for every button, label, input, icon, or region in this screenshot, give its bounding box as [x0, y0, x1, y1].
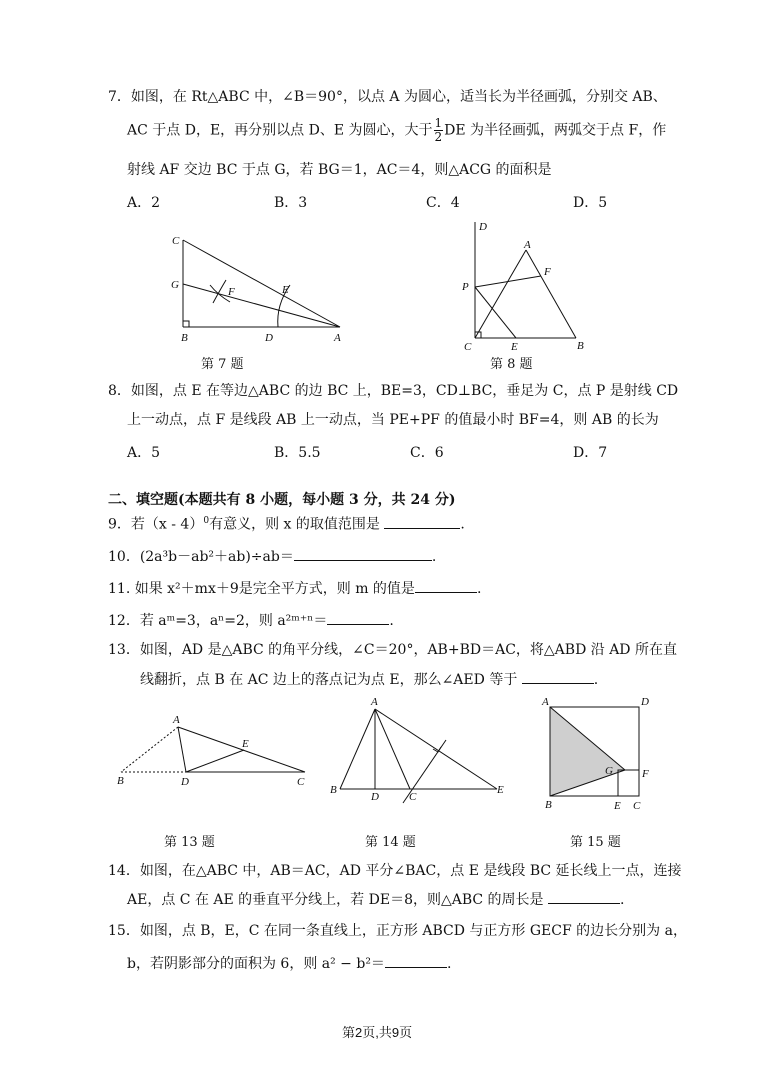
- q11-text: 11. 如果 x²＋mx＋9是完全平方式，则 m 的值是: [108, 581, 415, 597]
- q8-line1: 8．如图，点 E 在等边△ABC 的边 BC 上，BE=3，CD⊥BC，垂足为 C，点 P 是射线 CD: [108, 383, 679, 399]
- q13-label-a: A: [173, 714, 180, 726]
- q15-label-g: G: [605, 765, 613, 777]
- q13-label-e: E: [242, 738, 249, 750]
- q8-option-c: C．6: [410, 445, 444, 461]
- page-number: 第2页,共9页: [342, 1025, 413, 1040]
- section-heading: 二、填空题(本题共有 8 小题，每小题 3 分，共 24 分): [108, 492, 456, 508]
- q9-exponent: 0: [203, 516, 210, 526]
- q15-caption: 第 15 题: [570, 835, 621, 850]
- q15-label-e: E: [614, 800, 621, 812]
- q8-label-a: A: [524, 239, 531, 251]
- q7-frac-den: 2: [434, 130, 443, 144]
- q9-pre: 9．若（x - 4）: [108, 516, 204, 533]
- q9-post: 有意义，则 x 的取值范围是: [209, 516, 380, 533]
- q7-line2b: DE 为半径画弧，两弧交于点 F，作: [444, 122, 667, 139]
- q14-end: .: [620, 892, 625, 908]
- q13-line1: 13．如图，AD 是△ABC 的角平分线，∠C＝20°，AB+BD＝AC，将△ABD 沿 AD 所在直: [108, 642, 677, 658]
- q7-line1: 7．如图，在 Rt△ABC 中，∠B＝90°，以点 A 为圆心，适当长为半径画弧，分别交 AB、: [108, 89, 667, 105]
- q7-label-c: C: [172, 235, 180, 247]
- q13-line2-text: 线翻折，点 B 在 AC 边上的落点记为点 E，那么∠AED 等于: [140, 672, 518, 688]
- q8-option-d: D．7: [573, 445, 608, 461]
- q7-frac-num: 1: [434, 116, 443, 130]
- q15-label-f: F: [642, 768, 649, 780]
- q14-line2-text: AE，点 C 在 AE 的垂直平分线上，若 DE＝8，则△ABC 的周长是: [127, 892, 544, 908]
- q15-label-c: C: [633, 800, 641, 812]
- q8-label-p: P: [462, 281, 469, 293]
- q13-end: .: [593, 672, 599, 688]
- q15-label-d: D: [641, 696, 649, 708]
- q7-option-a: A．2: [127, 195, 161, 211]
- q8-label-b: B: [577, 340, 584, 352]
- q7-label-g: G: [171, 279, 179, 291]
- q14-line2: [127, 889, 624, 910]
- q14-line1: 14．如图，在△ABC 中，AB＝AC，AD 平分∠BAC，点 E 是线段 BC 延长线上一点，连接: [108, 863, 682, 879]
- q7-line2a: AC 于点 D，E，再分别以点 D、E 为圆心，大于: [127, 122, 433, 139]
- q7-label-e: E: [282, 284, 289, 296]
- q11-end: .: [476, 581, 482, 597]
- q15-square-gecf: [618, 770, 639, 796]
- q7-option-d: D．5: [573, 195, 608, 211]
- q14-label-a: A: [371, 696, 378, 708]
- q8-option-b: B．5.5: [274, 445, 321, 461]
- q8-option-a: A．5: [127, 445, 161, 461]
- q14-label-b: B: [330, 784, 337, 796]
- q13-caption: 第 13 题: [164, 835, 215, 850]
- q14-label-c: C: [409, 791, 417, 803]
- q12-text: 12．若 aᵐ=3，aⁿ=2，则 a²ᵐ⁺ⁿ＝: [108, 613, 328, 629]
- q13-label-d: D: [181, 776, 189, 788]
- q7-label-d: D: [265, 332, 273, 344]
- q8-line2: 上一动点，点 F 是线段 AB 上一动点，当 PE+PF 的值最小时 BF=4，则 AB 的长为: [127, 412, 659, 428]
- q7-label-f: F: [228, 286, 235, 298]
- q14-label-d: D: [371, 791, 379, 803]
- q12-end: .: [389, 613, 394, 629]
- q9-end: .: [460, 516, 465, 533]
- q8-label-d: D: [479, 221, 487, 233]
- q7-option-b: B．3: [274, 195, 308, 211]
- q7-option-c: C．4: [426, 195, 460, 211]
- q7-label-a: A: [334, 332, 341, 344]
- q14-label-e: E: [497, 784, 504, 796]
- q8-label-e: E: [511, 341, 518, 353]
- q7-line3: 射线 AF 交边 BC 于点 G，若 BG＝1，AC＝4，则△ACG 的面积是: [127, 162, 552, 178]
- q7-caption: 第 7 题: [201, 357, 244, 372]
- q13-label-b: B: [117, 775, 124, 787]
- q8-label-c: C: [464, 341, 472, 353]
- q7-label-b: B: [181, 332, 188, 344]
- q15-label-a: A: [542, 696, 549, 708]
- q15-answer-blank[interactable]: [385, 953, 447, 968]
- q8-caption: 第 8 题: [490, 357, 533, 372]
- q15-line2-text: b，若阴影部分的面积为 6，则 a² − b²＝: [127, 956, 385, 972]
- q13-label-c: C: [297, 776, 305, 788]
- q15-line1: 15．如图，点 B，E，C 在同一条直线上，正方形 ABCD 与正方形 GECF 的边长分别为 a，: [108, 923, 687, 939]
- q8-label-f: F: [544, 266, 551, 278]
- q14-caption: 第 14 题: [365, 835, 416, 850]
- q15-line2: [127, 953, 451, 974]
- q14-answer-blank[interactable]: [548, 889, 620, 904]
- q15-label-b: B: [545, 799, 552, 811]
- q15-end: .: [446, 956, 452, 972]
- q10-end: .: [431, 549, 437, 565]
- q10-text: 10．(2a³b－ab²＋ab)÷ab＝: [108, 549, 294, 565]
